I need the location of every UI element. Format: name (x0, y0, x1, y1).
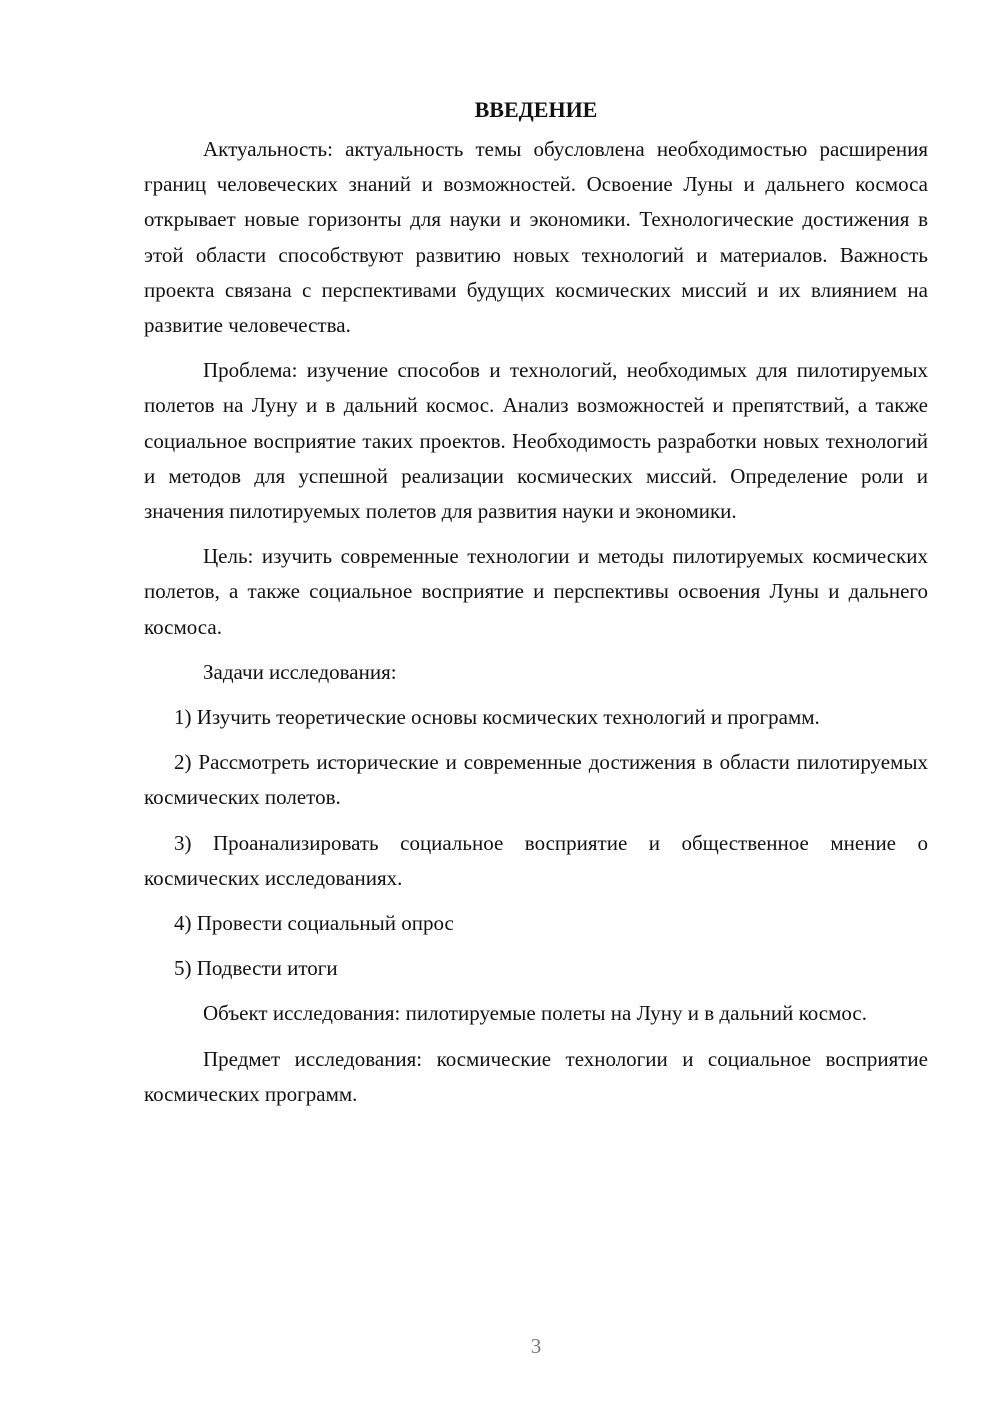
task-item: 1) Изучить теоретические основы космических технологий и программ. (174, 705, 820, 730)
paragraph-relevance: Актуальность: актуальность темы обусловлена необходимостью расширения границ человеческих знаний и возможностей. Освоение Луны и дальнего космоса открывает новые горизонты для науки и экономики. Технологические достижения в этой области способствуют развитию новых технологий и материалов. Важность проекта связана с перспективами будущих космических миссий и их влиянием на развитие человечества. (144, 137, 928, 338)
section-title: ВВЕДЕНИЕ (474, 97, 598, 122)
task-item: 4) Провести социальный опрос (174, 911, 454, 936)
paragraph-problem: Проблема: изучение способов и технологий, необходимых для пилотируемых полетов на Луну и в дальний космос. Анализ возможностей и препятствий, а также социальное восприятие таких проектов. Необходимость разработки новых технологий и методов для успешной реализации космических миссий. Определение роли и значения пилотируемых полетов для развития науки и экономики. (144, 358, 928, 524)
page-content (144, 92, 928, 1122)
task-item: 2) Рассмотреть исторические и современные достижения в области пилотируемых космических полетов. (144, 750, 928, 810)
paragraph-subject: Предмет исследования: космические технологии и социальное восприятие космических программ. (144, 1046, 928, 1106)
task-item: 3) Проанализировать социальное восприятие и общественное мнение о космических исследованиях. (144, 830, 928, 890)
tasks-heading: Задачи исследования: (203, 659, 397, 684)
tasks-list (144, 700, 928, 986)
task-item: 5) Подвести итоги (174, 956, 338, 981)
paragraph-object: Объект исследования: пилотируемые полеты на Луну и в дальний космос. (203, 1001, 868, 1026)
paragraph-goal: Цель: изучить современные технологии и методы пилотируемых космических полетов, а также социальное восприятие и перспективы освоения Луны и дальнего космоса. (144, 544, 928, 639)
page-number: 3 (530, 1334, 542, 1358)
